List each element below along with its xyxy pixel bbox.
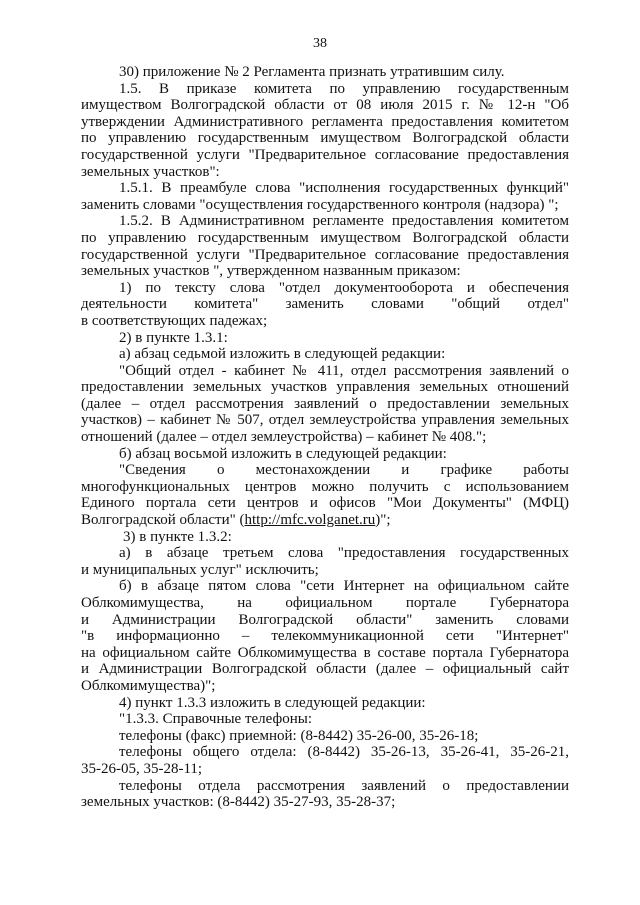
text-line: а) абзац седьмой изложить в следующей редакции: <box>119 346 446 363</box>
text-line: б) в абзаце пятом слова "сети Интернет на официальном сайте <box>119 578 569 595</box>
text-line: земельных участков: (8-8442) 35-27-93, 35-28-37; <box>81 794 396 811</box>
text-line: и Администрации Волгоградской области (далее – официальный сайт <box>81 661 569 678</box>
text-line: "Сведения о местонахождении и графике работы <box>119 462 569 479</box>
text-line: 2) в пункте 1.3.1: <box>119 329 228 346</box>
text-line: в соответствующих падежах; <box>81 312 268 329</box>
text-line: "в информационно – телекоммуникационной сети "Интернет" <box>81 628 569 645</box>
text-line: телефоны (факс) приемной: (8-8442) 35-26-00, 35-26-18; <box>119 727 479 744</box>
text-line: 1.5.2. В Административном регламенте предоставления комитетом <box>119 213 569 230</box>
text-line: (далее – отдел рассмотрения заявлений о предоставлении земельных <box>81 395 569 412</box>
text-line: многофункциональных центров можно получить с использованием <box>81 478 569 495</box>
text-line: Единого портала сети центров и офисов "Мои Документы" (МФЦ) <box>81 495 569 512</box>
text-line: имуществом Волгоградской области от 08 июля 2015 г. № 12-н "Об <box>81 97 569 114</box>
mfc-link[interactable]: http://mfc.volganet.ru <box>244 512 376 529</box>
text-line: телефоны отдела рассмотрения заявлений о предоставлении <box>119 777 569 794</box>
text-line: и Администрации Волгоградской области" заменить словами <box>81 611 569 628</box>
text-line: земельных участков": <box>81 163 220 180</box>
text-line <box>81 512 569 529</box>
page-number: 38 <box>313 36 327 51</box>
text-line: заменить словами "осуществления государственного контроля (надзора) "; <box>81 196 559 213</box>
text-line: 3) в пункте 1.3.2: <box>123 528 232 545</box>
text-line: земельных участков ", утвержденном названным приказом: <box>81 263 461 280</box>
text-line: а) в абзаце третьем слова "предоставления государственных <box>119 545 569 562</box>
text-line-part: Волгоградской области" ( <box>81 512 245 529</box>
text-line: по управлению государственным имуществом Волгоградской области <box>81 229 569 246</box>
text-line: "1.3.3. Справочные телефоны: <box>119 711 312 728</box>
text-line: предоставлении земельных участков управления земельных отношений <box>81 379 569 396</box>
document-body <box>81 64 569 811</box>
text-line: участков) – кабинет № 507, отдел землеустройства управления земельных <box>81 412 569 429</box>
text-line: б) абзац восьмой изложить в следующей редакции: <box>119 445 447 462</box>
text-line: 35-26-05, 35-28-11; <box>81 760 203 777</box>
text-line: государственной услуги "Предварительное согласование предоставления <box>81 246 569 263</box>
text-line: утверждении Административного регламента предоставления комитетом <box>81 113 569 130</box>
text-line: 1.5. В приказе комитета по управлению государственным <box>119 80 569 97</box>
text-line: 30) приложение № 2 Регламента признать утратившим силу. <box>119 64 505 80</box>
text-line: Облкомимущества, на официальном портале Губернатора <box>81 595 569 611</box>
text-line: отношений (далее – отдел землеустройства) – кабинет № 408."; <box>81 429 487 446</box>
text-line: на официальном сайте Облкомимущества в составе портала Губернатора <box>81 644 569 661</box>
text-line: 1) по тексту слова "отдел документооборота и обеспечения <box>119 279 569 296</box>
text-line: деятельности комитета" заменить словами "общий отдел" <box>81 296 569 313</box>
text-line: 1.5.1. В преамбуле слова "исполнения государственных функций" <box>119 180 569 197</box>
text-line: Облкомимущества)"; <box>81 677 216 694</box>
text-line: и муниципальных услуг" исключить; <box>81 561 319 578</box>
text-line: государственной услуги "Предварительное согласование предоставления <box>81 146 569 163</box>
text-line: по управлению государственным имуществом Волгоградской области <box>81 130 569 147</box>
text-line: 4) пункт 1.3.3 изложить в следующей редакции: <box>119 694 426 711</box>
text-line: телефоны общего отдела: (8-8442) 35-26-13, 35-26-41, 35-26-21, <box>119 744 569 761</box>
text-line-part: )"; <box>375 512 391 529</box>
text-line: "Общий отдел - кабинет № 411, отдел рассмотрения заявлений о <box>119 362 569 379</box>
